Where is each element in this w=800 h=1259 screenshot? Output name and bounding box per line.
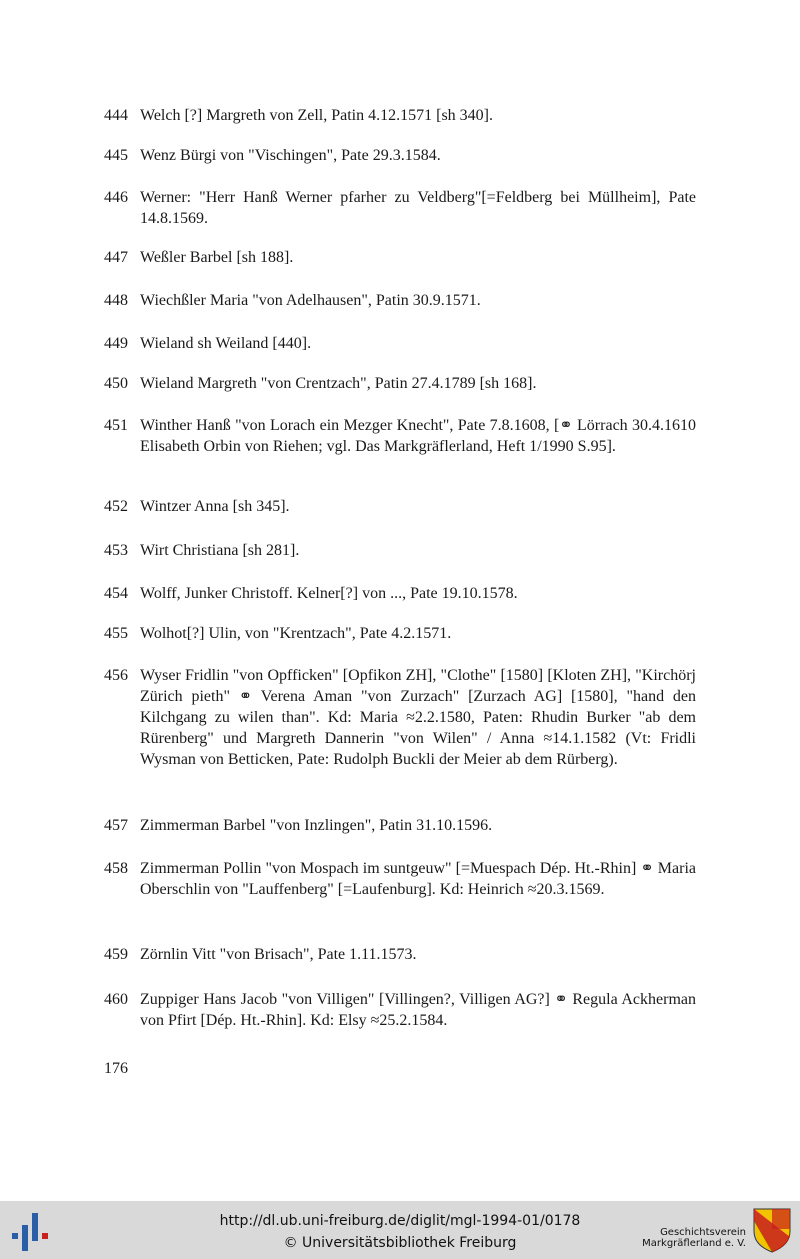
entry-number: 447 [104,249,128,266]
entry-460 [104,989,696,1031]
entry-454 [104,583,696,604]
entry-text: Zörnlin Vitt "von Brisach", Pate 1.11.1573. [140,946,417,963]
entry-text: Wolff, Junker Christoff. Kelner[?] von ..., Pate 19.10.1578. [140,585,518,602]
entry-text: Wieland Margreth "von Crentzach", Patin 27.4.1789 [sh 168]. [140,375,537,392]
entry-446 [104,187,696,229]
entry-number: 449 [104,335,128,352]
entry-450 [104,373,696,394]
entry-444 [104,105,696,126]
entry-text: Zimmerman Pollin "von Mospach im suntgeuw" [=Muespach Dép. Ht.-Rhin] ⚭ Maria Oberschlin von "Lauffenberg" [=Laufenburg]. Kd: Heinrich ≈20.3.1569. [140,860,696,898]
entry-number: 455 [104,625,128,642]
library-logo-icon [10,1211,54,1255]
entry-number: 452 [104,498,128,515]
entry-459 [104,944,696,965]
entry-number: 444 [104,107,128,124]
entry-449 [104,333,696,354]
entry-457 [104,815,696,836]
entry-number: 446 [104,189,128,206]
entry-452 [104,496,696,517]
entry-text: Wieland sh Weiland [440]. [140,335,312,352]
entry-451 [104,415,696,457]
society-line-2: Markgräflerland e. V. [642,1238,746,1249]
entry-445 [104,145,696,166]
entry-text: Wirt Christiana [sh 281]. [140,542,300,559]
source-url[interactable]: http://dl.ub.uni-freiburg.de/diglit/mgl-1994-01/0178 [219,1213,581,1229]
entry-number: 454 [104,585,128,602]
society-line-1: Geschichtsverein [660,1227,746,1238]
entry-number: 451 [104,417,128,434]
entry-text: Zimmerman Barbel "von Inzlingen", Patin 31.10.1596. [140,817,493,834]
entry-456 [104,665,696,770]
entry-text: Werner: "Herr Hanß Werner pfarher zu Veldberg"[=Feldberg bei Müllheim], Pate 14.8.1569. [140,189,696,227]
entry-text: Wyser Fridlin "von Opfficken" [Opfikon ZH], "Clothe" [1580] [Kloten ZH], "Kirchörj Zürich pieth" ⚭ Verena Aman "von Zurzach" [Zurzach AG] [1580], "hand den Kilchgang zu wilen than". Kd: Maria ≈2.2.1580, Paten: Rhudin Burker "ab dem Rürenberg" und Margreth Dannerin "von Wilen" / Anna ≈14.1.1582 (Vt: Fridli Wysman von Betticken, Pate: Rudolph Buckli der Meier ab dem Rürberg). [140,667,696,768]
entry-text: Wenz Bürgi von "Vischingen", Pate 29.3.1584. [140,147,441,164]
entry-number: 448 [104,292,128,309]
entry-text: Zuppiger Hans Jacob "von Villigen" [Villingen?, Villigen AG?] ⚭ Regula Ackherman von Pfirt [Dép. Ht.-Rhin]. Kd: Elsy ≈25.2.1584. [140,991,696,1029]
entry-number: 453 [104,542,128,559]
entry-number: 450 [104,375,128,392]
entry-text: Welch [?] Margreth von Zell, Patin 4.12.1571 [sh 340]. [140,107,494,124]
entry-458 [104,858,696,900]
entry-text: Wintzer Anna [sh 345]. [140,498,290,515]
footer-bar [0,1201,800,1259]
society-name [620,1227,746,1249]
entry-number: 457 [104,817,128,834]
entry-number: 445 [104,147,128,164]
entry-text: Wolhot[?] Ulin, von "Krentzach", Pate 4.2.1571. [140,625,452,642]
copyright-notice: © Universitätsbibliothek Freiburg [283,1235,517,1251]
entry-447 [104,247,696,268]
entry-453 [104,540,696,561]
entry-text: Wiechßler Maria "von Adelhausen", Patin 30.9.1571. [140,292,481,309]
page-number: 176 [104,1060,128,1077]
entry-text: Winther Hanß "von Lorach ein Mezger Knecht", Pate 7.8.1608, [⚭ Lörrach 30.4.1610 Elisabeth Orbin von Riehen; vgl. Das Markgräflerland, Heft 1/1990 S.95]. [140,417,696,455]
entry-number: 458 [104,860,128,877]
entry-text: Weßler Barbel [sh 188]. [140,249,294,266]
entry-number: 456 [104,667,128,684]
coat-of-arms-icon [752,1207,792,1253]
entry-448 [104,290,696,311]
entry-455 [104,623,696,644]
entry-number: 460 [104,991,128,1008]
entry-number: 459 [104,946,128,963]
